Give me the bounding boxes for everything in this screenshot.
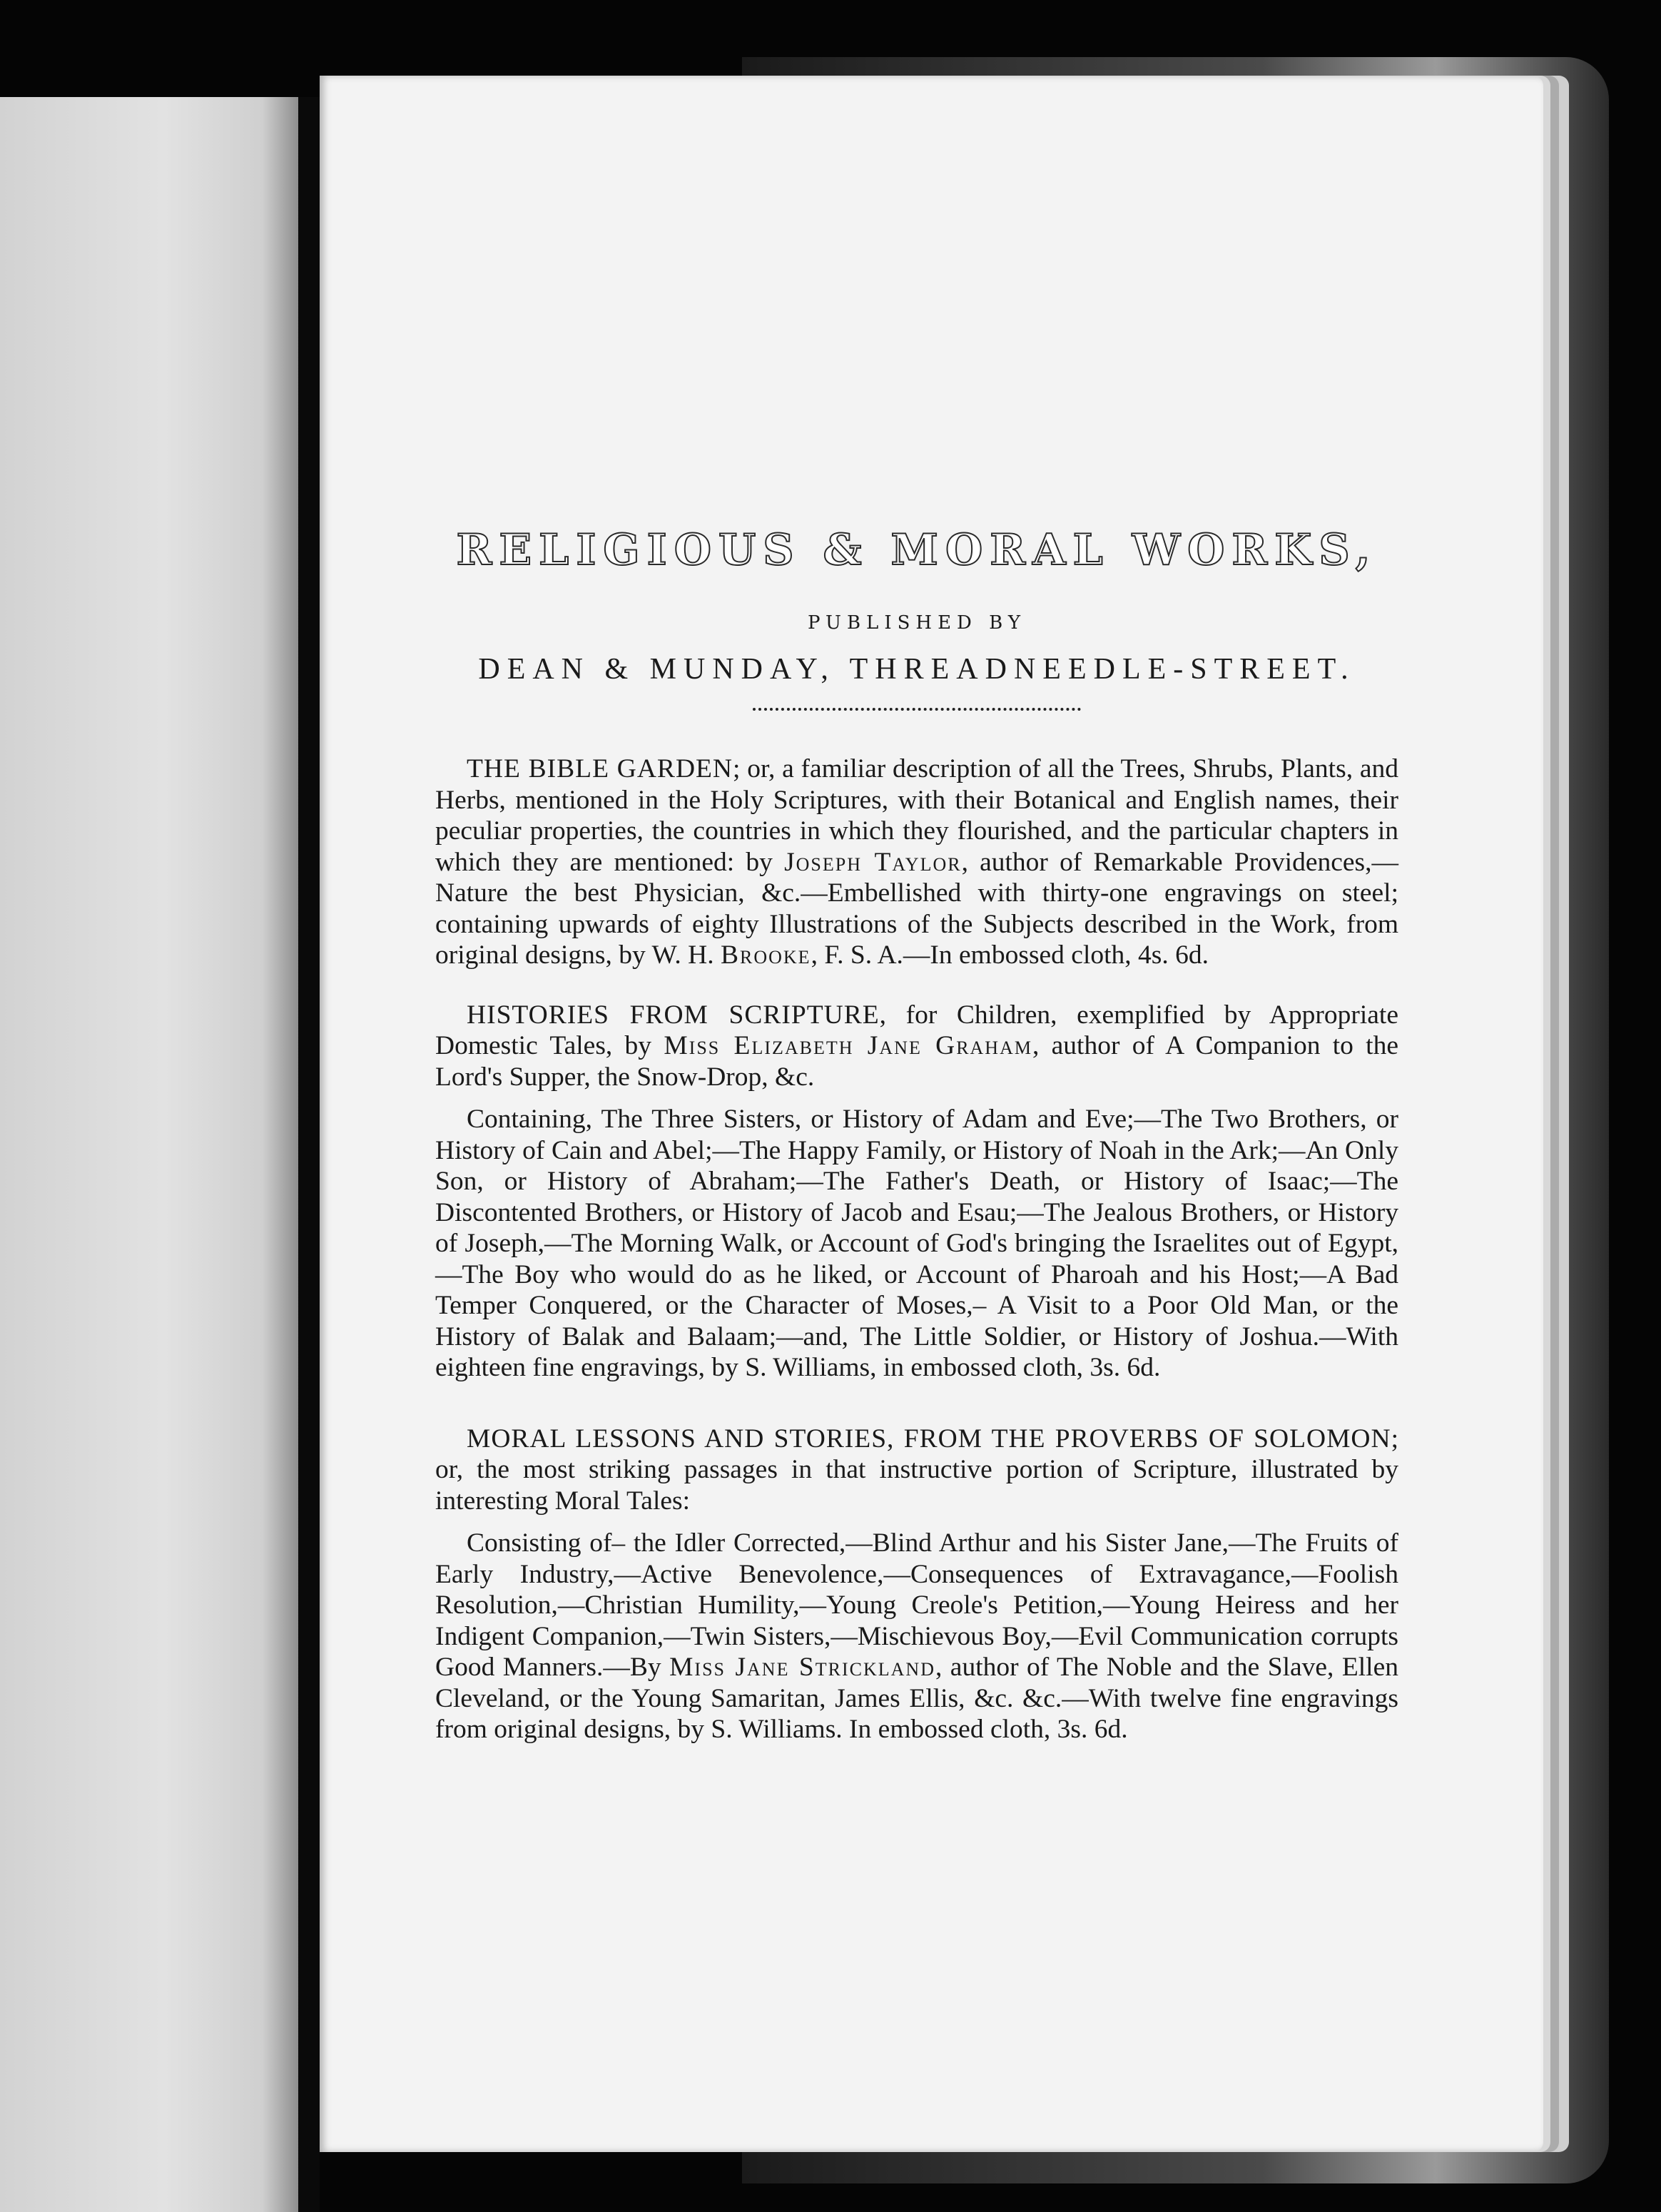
entry-bible-garden	[435, 754, 1398, 971]
entry-artist: Brooke	[721, 940, 811, 970]
page-content	[435, 440, 1398, 1745]
entry-text: , author of Remarkable Providences,—Nature the best Physician, &c.—Embellished with thirty-one engravings on steel; containing upwards of eighty Illustrations of the Subjects described in the Work, from original designs, by W. H.	[435, 847, 1399, 970]
entry-histories-contents: Containing, The Three Sisters, or History of Adam and Eve;—The Two Brothers, or History of Cain and Abel;—The Happy Family, or History of Noah in the Ark;—An Only Son, or History of Abraham;—The Father's Death, or History of Isaac;—The Discontented Brothers, or History of Jacob and Esau;—The Jealous Brothers, or History of Joseph,—The Morning Walk, or Account of God's bringing the Israelites out of Egypt,—The Boy who would do as he liked, or Account of Pharoah and his Host;—A Bad Temper Conquered, or the Character of Moses,– A Visit to a Poor Old Man, or the History of Balak and Balaam;—and, The Little Soldier, or History of Joshua.—With eighteen fine engravings, by S. Williams, in embossed cloth, 3s. 6d.	[435, 1105, 1398, 1382]
entry-text: , author of The Noble and the Slave, Ellen Cleveland, or the Young Samaritan, James Ellis, &c. &c.—With twelve fine engravings from original designs, by S. Williams. In embossed cloth, 3s. 6d.	[435, 1653, 1398, 1744]
page-title: RELIGIOUS & MORAL WORKS,	[456, 525, 1378, 575]
entry-text: , author of A Companion to the Lord's Supper, the Snow-Drop, &c.	[435, 1031, 1398, 1092]
entry-text: , F. S. A.—In embossed cloth, 4s. 6d.	[811, 940, 1209, 970]
entry-moral-lessons-contents	[435, 1528, 1398, 1745]
book-gutter	[298, 97, 320, 2212]
entry-text: , for Children, exemplified by Appropriate Domestic Tales, by	[435, 1000, 1398, 1060]
entry-title: HISTORIES FROM SCRIPTURE	[467, 1000, 880, 1030]
entry-title: THE BIBLE GARDEN	[467, 754, 733, 783]
entry-text: ; or, a familiar description of all the Trees, Shrubs, Plants, and Herbs, mentioned in the Holy Scriptures, with their Botanical and English names, their peculiar properties, the countries in which they flourished, and the particular chapters in which they are mentioned: by	[435, 754, 1398, 877]
entry-author: Miss Jane Strickland	[669, 1653, 935, 1682]
publisher-name: DEAN & MUNDAY, THREADNEEDLE-STREET.	[478, 653, 1356, 686]
entry-moral-lessons	[435, 1424, 1398, 1517]
published-by-label: PUBLISHED BY	[808, 612, 1026, 634]
left-page	[0, 97, 298, 2212]
entry-title: MORAL LESSONS AND STORIES, FROM THE PROVERBS OF SOLOMON	[467, 1424, 1391, 1453]
entry-histories	[435, 1000, 1398, 1093]
decorative-rule	[753, 708, 1081, 711]
entry-text: ; or, the most striking passages in that instructive portion of Scripture, illustrated by interesting Moral Tales:	[435, 1424, 1398, 1516]
entry-author: Joseph Taylor	[784, 847, 962, 877]
entry-author: Miss Elizabeth Jane Graham	[664, 1031, 1032, 1060]
entry-text: Consisting of– the Idler Corrected,—Blind Arthur and his Sister Jane,—The Fruits of Early Industry,—Active Benevolence,—Consequences of Extravagance,—Foolish Resolution,—Christian Humility,—Young Creole's Petition,—Young Heiress and her Indigent Companion,—Twin Sisters,—Mischievous Boy,—Evil Communication corrupts Good Manners.—By	[435, 1528, 1398, 1682]
right-page	[320, 76, 1543, 2152]
